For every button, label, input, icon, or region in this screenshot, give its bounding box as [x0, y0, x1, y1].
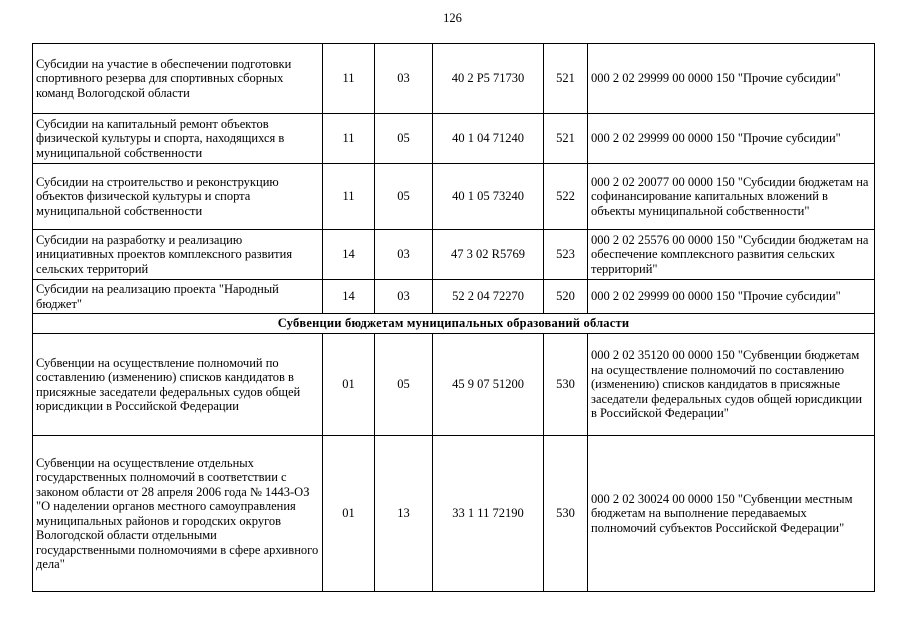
row-income-code: 000 2 02 29999 00 0000 150 "Прочие субсидии" [588, 44, 875, 114]
table-row [33, 230, 875, 280]
row-target-article: 40 2 P5 71730 [433, 44, 544, 114]
row-income-code: 000 2 02 25576 00 0000 150 "Субсидии бюджетам на обеспечение комплексного развития сельских территорий" [588, 230, 875, 280]
row-expense-type: 522 [544, 164, 588, 230]
table-row [33, 334, 875, 436]
row-expense-type: 530 [544, 334, 588, 436]
row-subsection: 05 [375, 114, 433, 164]
row-subsection: 03 [375, 230, 433, 280]
row-section: 14 [323, 280, 375, 314]
budget-table [32, 43, 875, 592]
row-name: Субсидии на строительство и реконструкцию объектов физической культуры и спорта муниципальной собственности [33, 164, 323, 230]
row-section: 01 [323, 436, 375, 592]
table-row [33, 114, 875, 164]
row-expense-type: 530 [544, 436, 588, 592]
section-heading-row [33, 314, 875, 334]
row-target-article: 40 1 05 73240 [433, 164, 544, 230]
row-expense-type: 521 [544, 44, 588, 114]
row-name: Субвенции на осуществление полномочий по составлению (изменению) списков кандидатов в присяжные заседатели федеральных судов общей юрисдикции в Российской Федерации [33, 334, 323, 436]
page-number: 126 [443, 11, 462, 25]
row-subsection: 03 [375, 280, 433, 314]
row-section: 14 [323, 230, 375, 280]
row-target-article: 33 1 11 72190 [433, 436, 544, 592]
row-income-code: 000 2 02 20077 00 0000 150 "Субсидии бюджетам на софинансирование капитальных вложений в объекты муниципальной собственности" [588, 164, 875, 230]
row-income-code: 000 2 02 29999 00 0000 150 "Прочие субсидии" [588, 114, 875, 164]
row-target-article: 45 9 07 51200 [433, 334, 544, 436]
table-row [33, 164, 875, 230]
table-row [33, 436, 875, 592]
row-income-code: 000 2 02 30024 00 0000 150 "Субвенции местным бюджетам на выполнение передаваемых полномочий субъектов Российской Федерации" [588, 436, 875, 592]
row-section: 01 [323, 334, 375, 436]
table-row [33, 280, 875, 314]
table-row [33, 44, 875, 114]
row-expense-type: 523 [544, 230, 588, 280]
row-name: Субсидии на капитальный ремонт объектов физической культуры и спорта, находящихся в муниципальной собственности [33, 114, 323, 164]
row-income-code: 000 2 02 35120 00 0000 150 "Субвенции бюджетам на осуществление полномочий по составлению (изменению) списков кандидатов в присяжные заседатели федеральных судов общей юрисдикции в Российской Федерации" [588, 334, 875, 436]
row-name: Субсидии на реализацию проекта "Народный бюджет" [33, 280, 323, 314]
row-name: Субсидии на участие в обеспечении подготовки спортивного резерва для спортивных сборных команд Вологодской области [33, 44, 323, 114]
row-expense-type: 520 [544, 280, 588, 314]
row-section: 11 [323, 44, 375, 114]
row-name: Субсидии на разработку и реализацию инициативных проектов комплексного развития сельских территорий [33, 230, 323, 280]
section-heading: Субвенции бюджетам муниципальных образований области [33, 314, 875, 334]
row-subsection: 05 [375, 334, 433, 436]
row-subsection: 03 [375, 44, 433, 114]
row-subsection: 13 [375, 436, 433, 592]
row-section: 11 [323, 114, 375, 164]
row-subsection: 05 [375, 164, 433, 230]
row-target-article: 52 2 04 72270 [433, 280, 544, 314]
row-name: Субвенции на осуществление отдельных государственных полномочий в соответствии с законом области от 28 апреля 2006 года № 1443-ОЗ "О наделении органов местного самоуправления муниципальных районов и городских округов Вологодской области отдельными государственными полномочиями в сфере архивного дела" [33, 436, 323, 592]
row-income-code: 000 2 02 29999 00 0000 150 "Прочие субсидии" [588, 280, 875, 314]
row-target-article: 40 1 04 71240 [433, 114, 544, 164]
row-expense-type: 521 [544, 114, 588, 164]
row-target-article: 47 3 02 R5769 [433, 230, 544, 280]
row-section: 11 [323, 164, 375, 230]
